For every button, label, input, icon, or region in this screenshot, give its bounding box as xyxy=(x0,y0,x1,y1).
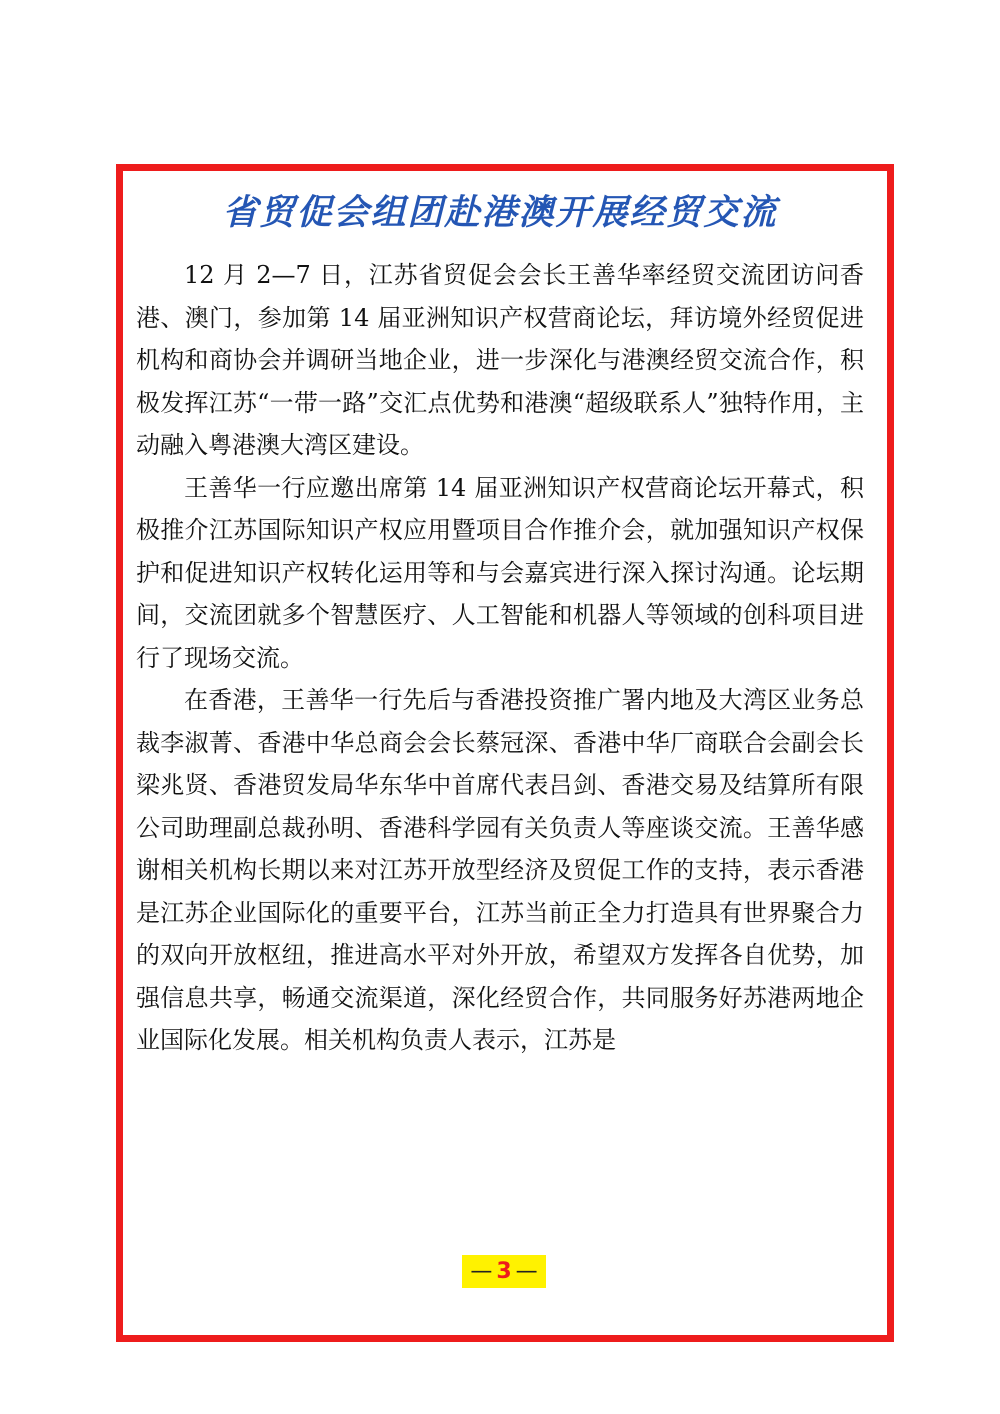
paragraph-3: 在香港，王善华一行先后与香港投资推广署内地及大湾区业务总裁李淑菁、香港中华总商会会长蔡冠深、香港中华厂商联合会副会长梁兆贤、香港贸发局华东华中首席代表吕剑、香港交易及结算所有限公司助理副总裁孙明、香港科学园有关负责人等座谈交流。王善华感谢相关机构长期以来对江苏开放型经济及贸促工作的支持，表示香港是江苏企业国际化的重要平台，江苏当前正全力打造具有世界聚合力的双向开放枢纽，推进高水平对外开放，希望双方发挥各自优势，加强信息共享，畅通交流渠道，深化经贸合作，共同服务好苏港两地企业国际化发展。相关机构负责人表示，江苏是 xyxy=(136,686,864,1054)
page-number-right-dash: — xyxy=(515,1259,538,1284)
page-number-left-dash: — xyxy=(470,1259,493,1284)
paragraph-1: 12 月 2—7 日，江苏省贸促会会长王善华率经贸交流团访问香港、澳门，参加第 14 届亚洲知识产权营商论坛，拜访境外经贸促进机构和商协会并调研当地企业，进一步深化与港澳经贸交流合作，积极发挥江苏“一带一路”交汇点优势和港澳“超级联系人”独特作用，主动融入粤港澳大湾区建设。 xyxy=(136,261,864,459)
article-body xyxy=(136,254,864,1062)
paragraph-2: 王善华一行应邀出席第 14 届亚洲知识产权营商论坛开幕式，积极推介江苏国际知识产权应用暨项目合作推介会，就加强知识产权保护和促进知识产权转化运用等和与会嘉宾进行深入探讨沟通。论坛期间，交流团就多个智慧医疗、人工智能和机器人等领域的创科项目进行了现场交流。 xyxy=(136,473,864,672)
page-number xyxy=(462,1255,546,1288)
document-title: 省贸促会组团赴港澳开展经贸交流 xyxy=(222,193,778,233)
page-number-value: 3 xyxy=(496,1259,512,1284)
